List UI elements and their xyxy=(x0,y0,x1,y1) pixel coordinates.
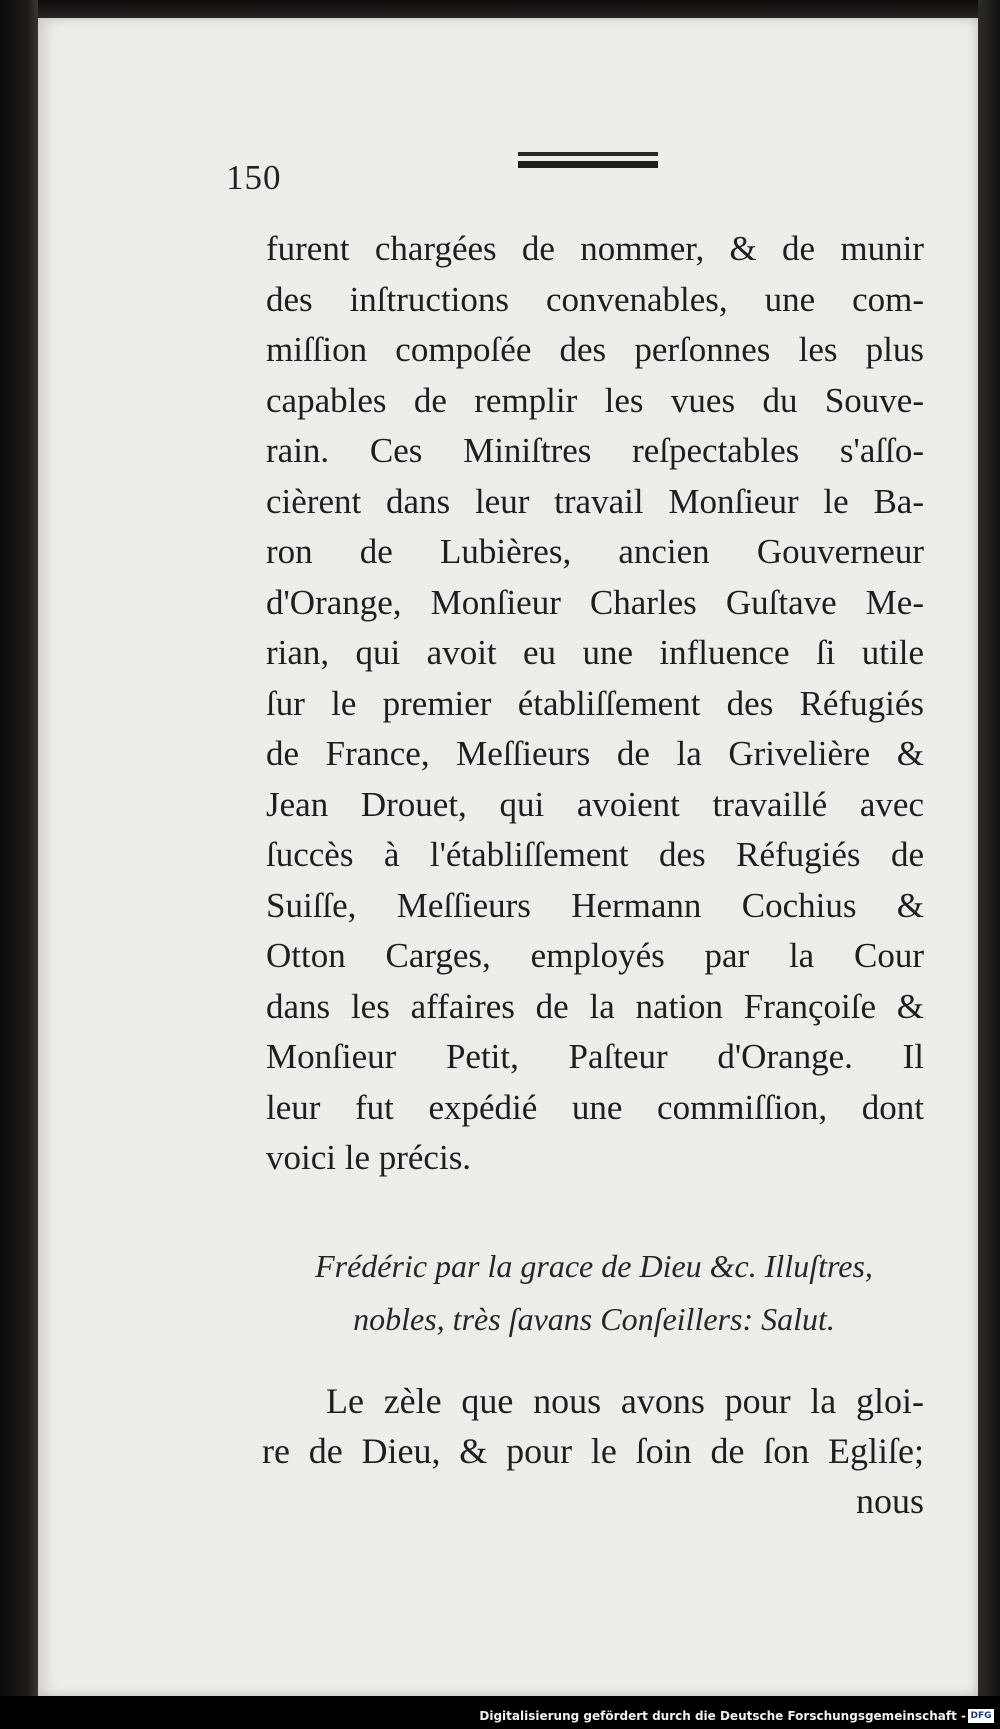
scan-left-edge xyxy=(0,0,38,1729)
page-number: 150 xyxy=(226,158,282,197)
letter-line: re de Dieu, & pour le ſoin de ſon Egliſe; xyxy=(262,1431,924,1471)
body-line: capables de remplir les vues du Souve- xyxy=(266,380,924,420)
body-line: des inſtructions convenables, une com- xyxy=(266,279,924,319)
body-line: Jean Drouet, qui avoient travaillé avec xyxy=(266,784,924,824)
body-line: Monſieur Petit, Paſteur d'Orange. Il xyxy=(266,1037,924,1076)
body-line: d'Orange, Monſieur Charles Guſtave Me- xyxy=(266,582,924,622)
salutation-line: Frédéric par la grace de Dieu &c. Illuſtres, xyxy=(315,1248,873,1284)
letter-salutation xyxy=(262,1240,926,1346)
salutation-line: nobles, très ſavans Conſeillers: Salut. xyxy=(353,1301,835,1337)
body-line: Otton Carges, employés par la Cour xyxy=(266,936,924,975)
body-line: Suiſſe, Meſſieurs Hermann Cochius & xyxy=(266,885,924,925)
body-line: rian, qui avoit eu une influence ſi utile xyxy=(266,633,924,672)
body-line: cièrent dans leur travail Monſieur le Ba- xyxy=(266,481,924,521)
body-line: rain. Ces Miniſtres reſpectables s'aſſo- xyxy=(266,431,924,470)
body-line: ſuccès à l'établiſſement des Réfugiés de xyxy=(266,835,924,874)
header-ornament-rule xyxy=(518,152,658,168)
digitization-credit: Digitalisierung gefördert durch die Deutsche Forschungsgemeinschaft - xyxy=(479,1709,966,1723)
scan-right-edge xyxy=(978,0,1000,1700)
body-line: leur fut expédié une commiſſion, dont xyxy=(266,1087,924,1127)
ornament-thin-bar xyxy=(518,152,658,156)
body-paragraph xyxy=(266,224,924,1184)
dfg-logo-icon: DFG xyxy=(968,1709,994,1723)
body-line: ſur le premier établiſſement des Réfugiés xyxy=(266,683,924,723)
body-line: voici le précis. xyxy=(266,1138,472,1177)
letter-paragraph xyxy=(262,1376,924,1526)
ornament-thick-bar xyxy=(518,161,658,168)
body-line: ron de Lubières, ancien Gouverneur xyxy=(266,532,924,571)
letter-line: Le zèle que nous avons pour la gloi- xyxy=(326,1381,924,1421)
scan-top-edge xyxy=(0,0,1000,18)
body-line: miſſion compoſée des perſonnes les plus xyxy=(266,330,924,369)
body-line: furent chargées de nommer, & de munir xyxy=(266,229,924,268)
catchword: nous xyxy=(855,1481,924,1521)
body-line: dans les affaires de la nation Françoiſe & xyxy=(266,986,924,1026)
body-line: de France, Meſſieurs de la Grivelière & xyxy=(266,734,924,773)
